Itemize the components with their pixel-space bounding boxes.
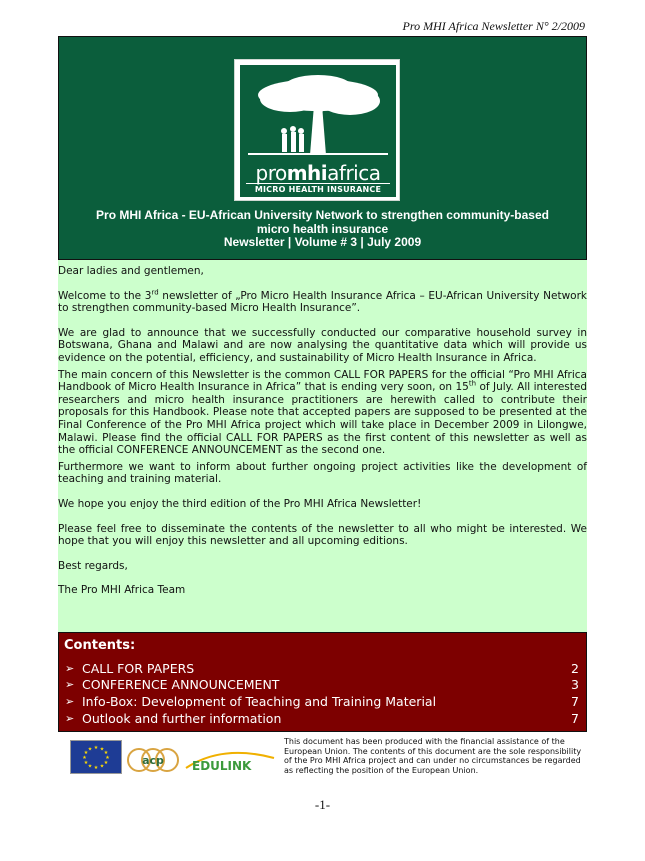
svg-text:★: ★ (105, 755, 110, 761)
contents-box (58, 632, 587, 732)
svg-text:★: ★ (93, 745, 99, 751)
svg-text:★: ★ (93, 765, 99, 771)
svg-text:★: ★ (83, 760, 89, 766)
promhiafrica-logo (234, 59, 400, 201)
closing: Best regards, (58, 559, 128, 572)
svg-text:★: ★ (87, 746, 93, 753)
paragraph-hope: We hope you enjoy the third edition of the Pro MHI Africa Newsletter! (58, 497, 422, 510)
svg-text:★: ★ (103, 760, 109, 766)
toc-item[interactable] (65, 677, 579, 694)
svg-text:★: ★ (99, 763, 105, 770)
arrow-bullet-icon: ➢ (65, 711, 75, 725)
letter-body (58, 265, 587, 609)
toc-item-page: 2 (571, 660, 579, 676)
masthead-banner (58, 36, 587, 260)
toc-item[interactable] (65, 660, 579, 677)
paragraph-activities: Furthermore we want to inform about further ongoing project activities like the development of teaching and training material. (58, 460, 587, 486)
paragraph-call-for-papers: The main concern of this Newsletter is the common CALL FOR PAPERS for the official “Pro MHI Africa Handbook of Micro Health Insurance in Africa” that is ending very soon, on 15th of July. All interested researchers and micro health insurance practitioners are herewith called to contribute their proposals for this Handbook. Please note that accepted papers are supposed to be presented at the Final Conference of the Pro MHI Africa project which will take place in December 2009 in Lilongwe, Malawi. Please find the official CALL FOR PAPERS as the first content of this newsletter as well as the official CONFERENCE ANNOUNCEMENT as the second one. (58, 368, 587, 457)
toc-item[interactable] (65, 693, 579, 710)
toc-item[interactable] (65, 710, 579, 727)
svg-text:EDULINK: EDULINK (192, 759, 252, 773)
toc-item-label: Outlook and further information (82, 710, 282, 726)
acp-logo (126, 738, 180, 776)
paragraph-survey: We are glad to announce that we successfully conducted our comparative household survey in Botswana, Ghana and Malawi and are now analysing the quantitative data which will provide us evidence on the potential, efficiency, and sustainability of Micro Health Insurance in Africa. (58, 326, 587, 364)
svg-text:★: ★ (82, 755, 87, 761)
arrow-bullet-icon: ➢ (65, 661, 75, 675)
eu-flag-icon (70, 740, 122, 774)
svg-text:★: ★ (87, 763, 93, 770)
eu-disclaimer: This document has been produced with the financial assistance of the European Union. The contents of this document are the sole responsibility of the Pro MHI Africa project and can under no circumstances be regarded as reflecting the position of the European Union. (284, 737, 582, 775)
svg-text:★: ★ (83, 750, 89, 756)
contents-title: Contents: (64, 638, 136, 653)
table-of-contents (65, 660, 579, 726)
svg-text:acp: acp (142, 754, 164, 767)
arrow-bullet-icon: ➢ (65, 694, 75, 708)
newsletter-title: Pro MHI Africa - EU-African University Network to strengthen community-based micro health insurance Newsletter | Volume # 3 | July 2009 (96, 208, 549, 249)
logo-wordmark: promhiafrica (255, 161, 381, 185)
svg-text:★: ★ (99, 746, 105, 753)
logo-subtitle: MICRO HEALTH INSURANCE (246, 183, 390, 194)
toc-item-label: CALL FOR PAPERS (82, 660, 195, 676)
arrow-bullet-icon: ➢ (65, 678, 75, 692)
page-number: -1- (314, 797, 331, 812)
toc-item-label: CONFERENCE ANNOUNCEMENT (82, 677, 280, 693)
toc-item-page: 7 (571, 693, 579, 709)
signature: The Pro MHI Africa Team (58, 584, 186, 597)
edulink-logo (182, 748, 280, 774)
paragraph-disseminate: Please feel free to disseminate the contents of the newsletter to all who might be interested. We hope that you will enjoy this newsletter and all upcoming editions. (58, 522, 587, 548)
greeting: Dear ladies and gentlemen, (58, 265, 204, 277)
toc-item-label: Info-Box: Development of Teaching and Training Material (82, 693, 437, 709)
toc-item-page: 7 (571, 710, 579, 726)
sponsor-logos (70, 738, 280, 778)
svg-text:★: ★ (103, 750, 109, 756)
paragraph-welcome: Welcome to the 3rd newsletter of „Pro Micro Health Insurance Africa – EU-African University Network to strengthen community-based Micro Health Insurance”. (58, 288, 587, 315)
tree-icon (240, 65, 396, 165)
running-head: Pro MHI Africa Newsletter N° 2/2009 (402, 19, 585, 33)
toc-item-page: 3 (571, 677, 579, 693)
